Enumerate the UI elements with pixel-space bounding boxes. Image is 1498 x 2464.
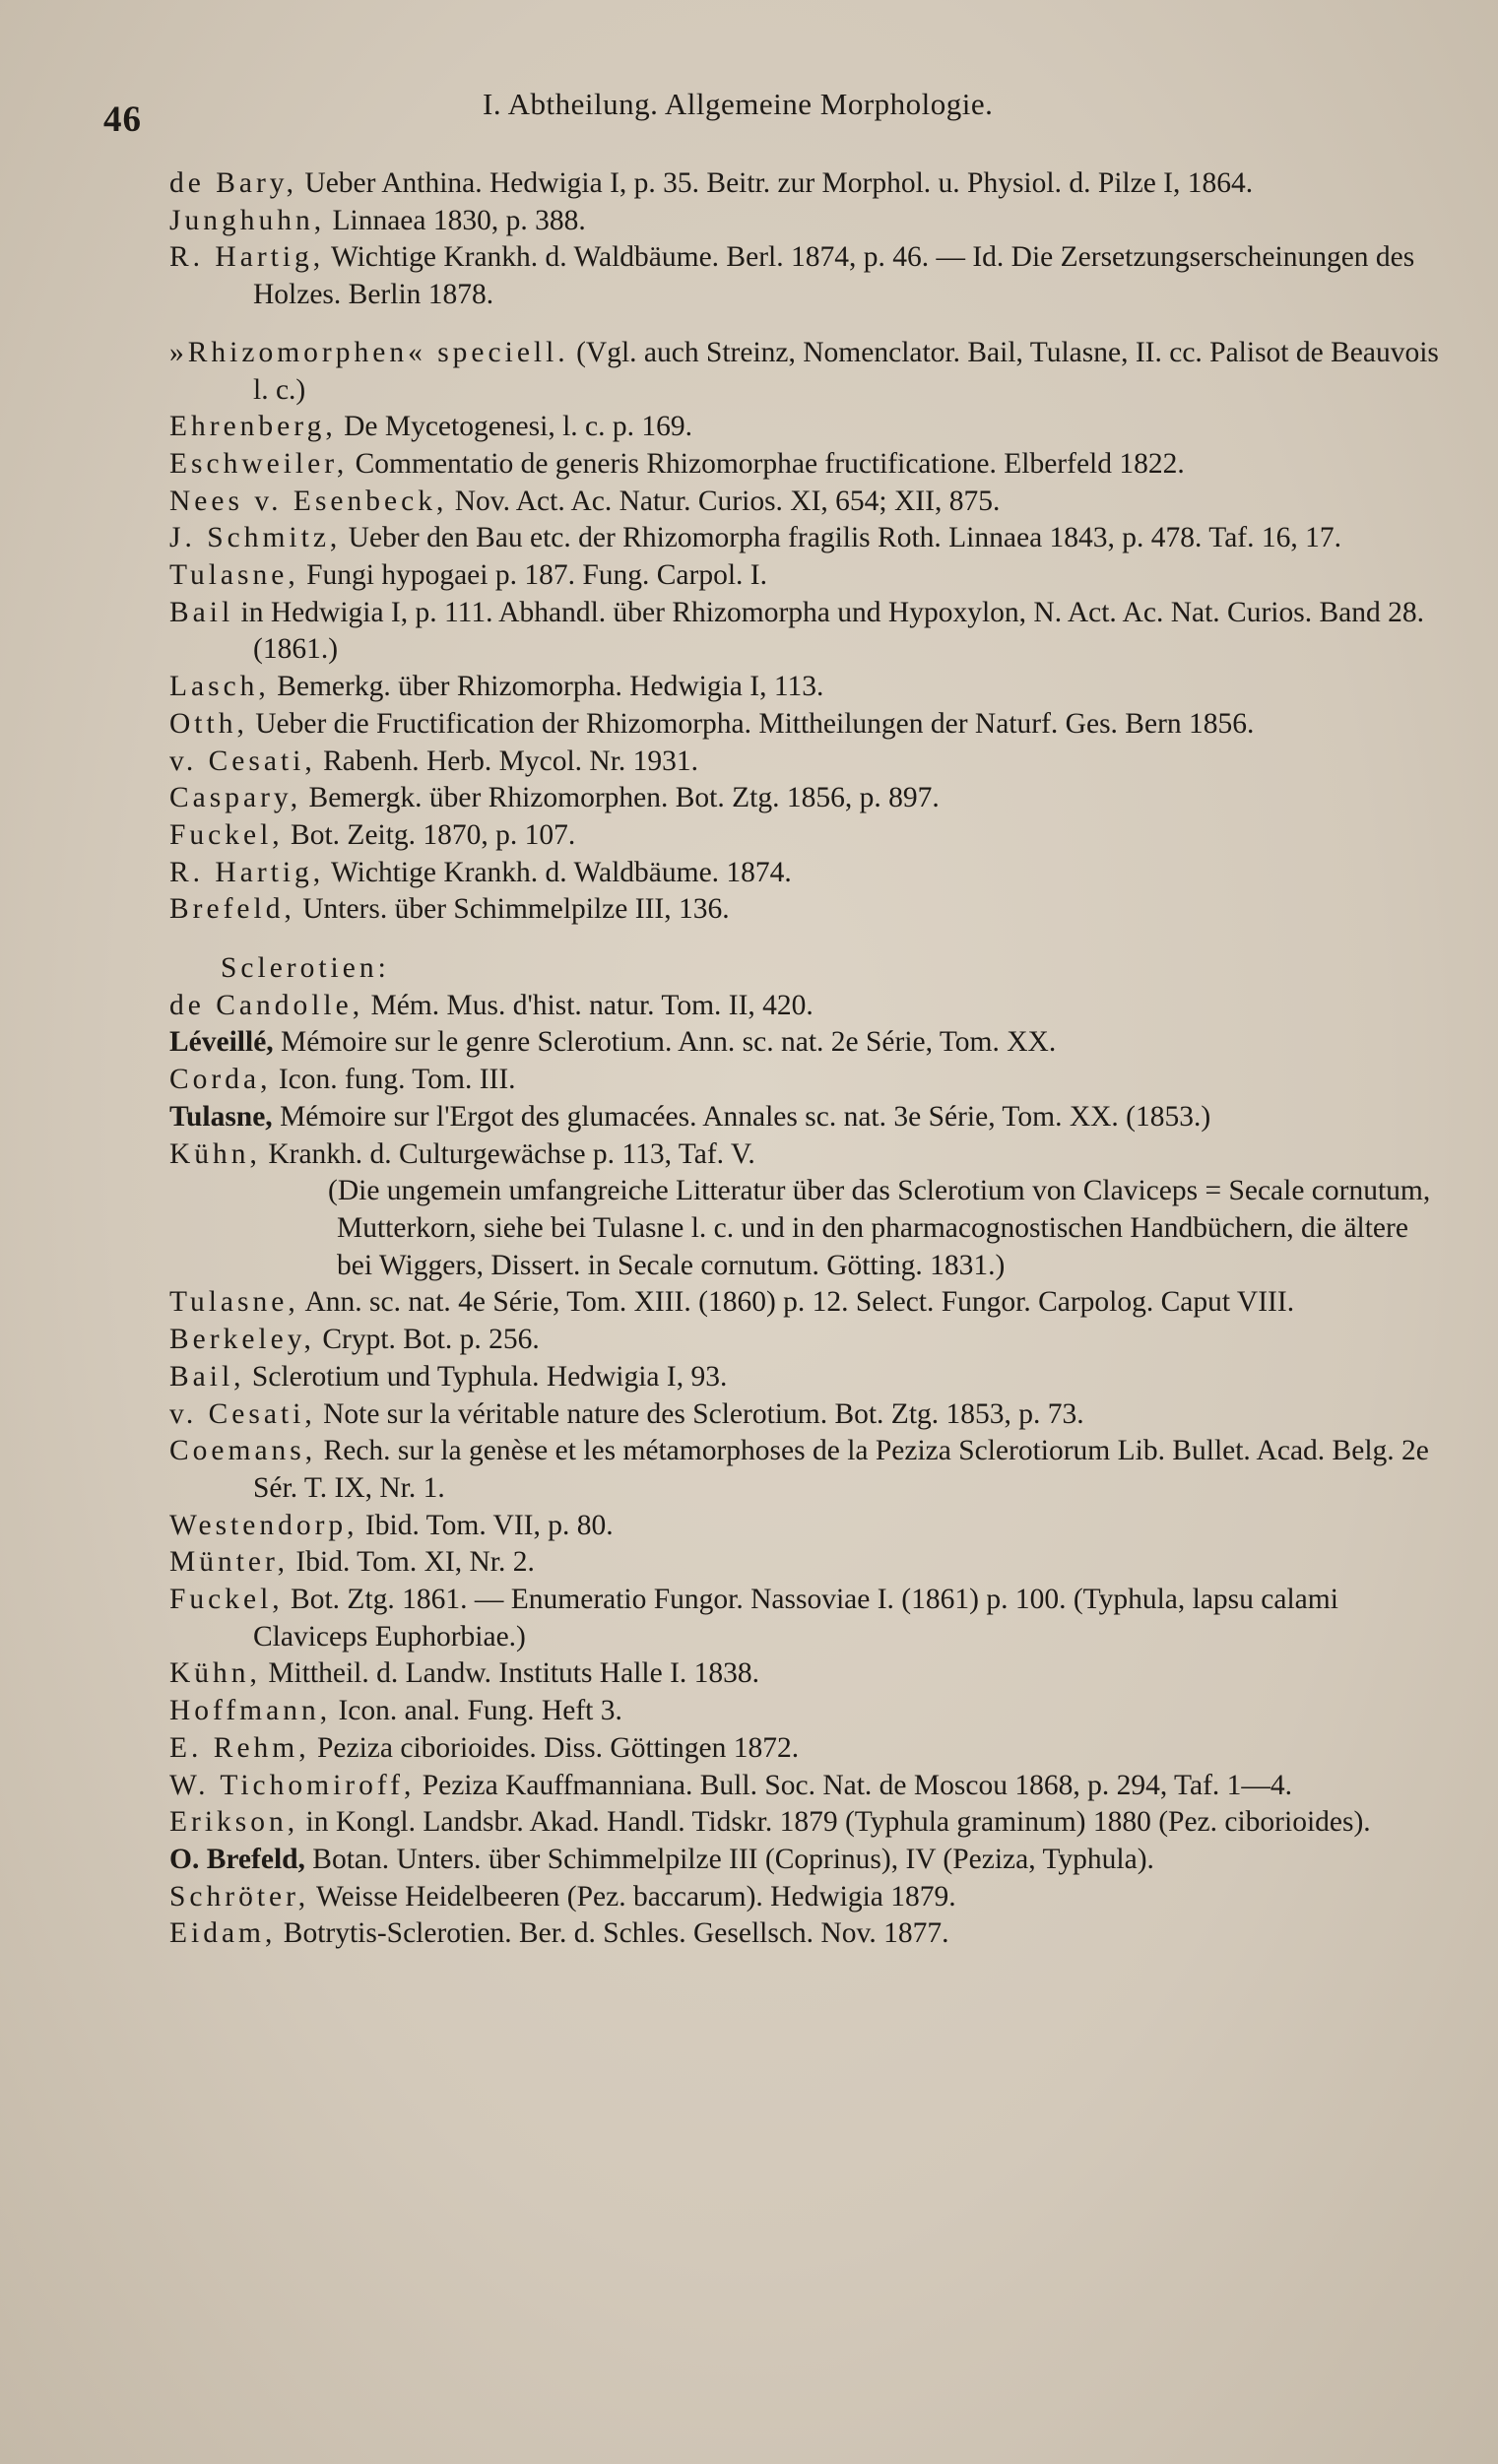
entry-author: de Candolle, [169,989,364,1021]
bibliography [169,165,1450,1953]
entry-text: Wichtige Krankh. d. Waldbäume. 1874. [331,856,792,888]
entry-text: Rabenh. Herb. Mycol. Nr. 1931. [323,745,699,777]
entry-text: Bot. Zeitg. 1870, p. 107. [291,818,576,851]
entry-author: »Rhizomorphen« speciell. [169,336,569,368]
entry-text: Bemergk. über Rhizomorphen. Bot. Ztg. 1856, p. 897. [308,782,940,814]
entry-text: Unters. über Schimmelpilze III, 136. [302,893,730,926]
entry-author: O. Brefeld, [169,1843,305,1875]
entry-text: (Vgl. auch Streinz, Nomenclator. Bail, Tulasne, II. cc. Palisot de Beauvois l. c.) [253,336,1439,406]
running-title: I. Abtheilung. Allgemeine Morphologie. [483,87,994,121]
entry-text: Ann. sc. nat. 4e Série, Tom. XIII. (1860) p. 12. Select. Fungor. Carpolog. Caput VIII. [304,1286,1295,1319]
bib-entry [169,706,1450,744]
entry-author: Otth, [169,707,248,740]
entry-text: Weisse Heidelbeeren (Pez. baccarum). Hedwigia 1879. [315,1880,956,1913]
entry-author: v. Cesati, [169,745,316,777]
entry-author: R. Hartig, [169,856,325,888]
entry-text: Sclerotium und Typhula. Hedwigia I, 93. [251,1360,728,1393]
entry-text: Mittheil. d. Landw. Instituts Halle I. 1838. [268,1657,760,1690]
bib-entry [169,1655,1450,1693]
bib-entry [169,1062,1450,1099]
entry-author: Hoffmann, [169,1695,332,1727]
entry-text: Wichtige Krankh. d. Waldbäume. Berl. 1874, p. 46. — Id. Die Zersetzungserscheinungen des Holzes. Berlin 1878. [253,241,1415,311]
entry-author: W. Tichomiroff, [169,1769,416,1801]
entry-author: Coemans, [169,1435,317,1467]
entry-text: Ueber den Bau etc. der Rhizomorpha fragilis Roth. Linnaea 1843, p. 478. Taf. 16, 17. [348,522,1342,554]
entry-text: Botrytis-Sclerotien. Ber. d. Schles. Gesellsch. Nov. 1877. [283,1917,949,1950]
bib-note [169,1173,1450,1284]
entry-author: Bail, [169,1360,245,1393]
entry-text: Ibid. Tom. VII, p. 80. [364,1509,614,1541]
bib-entry [169,1730,1450,1768]
entry-text: Krankh. d. Culturgewächse p. 113, Taf. V. [268,1137,755,1170]
entry-author: Erikson, [169,1806,299,1839]
entry-author: Tulasne, [169,1286,299,1319]
bib-entry [169,1879,1450,1916]
page-number: 46 [103,99,142,140]
bib-entry [169,669,1450,706]
bib-entry [169,1099,1450,1136]
bib-entry [169,1804,1450,1842]
bib-entry [169,520,1450,557]
entry-author: Corda, [169,1064,272,1096]
entry-author: Westendorp, [169,1509,358,1541]
entry-author: Nees v. Esenbeck, [169,485,448,517]
entry-text: Icon. fung. Tom. III. [278,1064,516,1096]
entry-text: Peziza ciborioides. Diss. Göttingen 1872. [317,1731,800,1764]
entry-text: Ueber Anthina. Hedwigia I, p. 35. Beitr. zur Morphol. u. Physiol. d. Pilze I, 1864. [304,167,1254,199]
bib-entry [169,335,1450,409]
entry-text: Rech. sur la genèse et les métamorphoses de la Peziza Sclerotiorum Lib. Bullet. Acad. Belg. 2e Sér. T. IX, Nr. 1. [253,1435,1429,1504]
entry-author: Bail [169,596,234,628]
entry-text: Commentatio de generis Rhizomorphae fructificatione. Elberfeld 1822. [355,447,1185,480]
entry-author: Léveillé, [169,1026,274,1059]
entry-text: Mém. Mus. d'hist. natur. Tom. II, 420. [370,989,814,1021]
entry-text: Ueber die Fructification der Rhizomorpha. Mittheilungen der Naturf. Ges. Bern 1856. [255,707,1255,740]
entry-author: R. Hartig, [169,241,325,274]
entry-text: in Hedwigia I, p. 111. Abhandl. über Rhizomorpha und Hypoxylon, N. Act. Ac. Nat. Curios. Band 28. (1861.) [240,596,1424,666]
bib-entry [169,557,1450,595]
entry-author: J. Schmitz, [169,522,342,554]
entry-text: Icon. anal. Fung. Heft 3. [338,1695,622,1727]
bib-entry [169,239,1450,313]
bib-entry [169,988,1450,1025]
bib-entry [169,855,1450,892]
bib-entry [169,446,1450,484]
entry-text: Linnaea 1830, p. 388. [332,204,586,236]
bib-entry [169,1693,1450,1730]
entry-author: Fuckel, [169,818,284,851]
entry-text: De Mycetogenesi, l. c. p. 169. [344,411,692,443]
entry-author: Lasch, [169,671,270,703]
entry-author: Münter, [169,1546,290,1579]
bib-entry [169,1024,1450,1062]
entry-text: Mémoire sur le genre Sclerotium. Ann. sc. nat. 2e Série, Tom. XX. [281,1026,1057,1059]
entry-author: Junghuhn, [169,204,326,236]
bib-entry [169,203,1450,240]
bib-entry [169,817,1450,855]
bib-entry [169,484,1450,521]
entry-author: v. Cesati, [169,1397,316,1430]
entry-text: Bot. Ztg. 1861. — Enumeratio Fungor. Nassoviae I. (1861) p. 100. (Typhula, lapsu calami Claviceps Euphorbiae.) [253,1584,1338,1653]
entry-author: de Bary, [169,167,298,199]
entry-text: (Die ungemein umfangreiche Litteratur über das Sclerotium von Claviceps = Secale cornutum, Mutterkorn, siehe bei Tulasne l. c. und in den pharmacognostischen Handbüchern, die ältere bei Wiggers, Dissert. in Secale cornutum. Götting. 1831.) [328,1175,1431,1281]
bib-entry [169,1544,1450,1582]
bib-entry [169,595,1450,669]
entry-author: Brefeld, [169,893,295,926]
entry-text: Fungi hypogaei p. 187. Fung. Carpol. I. [306,559,767,592]
entry-author: Kühn, [169,1657,261,1690]
bib-entry [169,1582,1450,1655]
bib-entry [169,891,1450,929]
entry-text: Ibid. Tom. XI, Nr. 2. [295,1546,535,1579]
entry-text: Crypt. Bot. p. 256. [322,1324,540,1356]
bib-entry [169,1508,1450,1545]
section-heading: Sclerotien: [221,952,390,985]
entry-text: Bemerkg. über Rhizomorpha. Hedwigia I, 113. [277,671,824,703]
bib-entry [169,1842,1450,1879]
entry-text: Botan. Unters. über Schimmelpilze III (Coprinus), IV (Peziza, Typhula). [312,1843,1154,1875]
entry-author: Caspary, [169,782,302,814]
bib-entry [169,1322,1450,1359]
bib-entry [169,1915,1450,1953]
bib-entry [169,409,1450,446]
bib-entry [169,1396,1450,1434]
entry-author: Eschweiler, [169,447,349,480]
entry-text: in Kongl. Landsbr. Akad. Handl. Tidskr. 1879 (Typhula graminum) 1880 (Pez. ciborioides). [305,1806,1371,1839]
entry-author: Eidam, [169,1917,277,1950]
bib-entry [169,1359,1450,1396]
entry-text: Peziza Kauffmanniana. Bull. Soc. Nat. de Moscou 1868, p. 294, Taf. 1—4. [422,1769,1293,1801]
entry-author: Berkeley, [169,1324,315,1356]
bib-entry [169,1433,1450,1507]
bib-entry [169,1136,1450,1174]
bib-entry [169,780,1450,817]
bib-entry [169,1768,1450,1805]
bib-entry [169,1284,1450,1322]
bib-entry [169,744,1450,781]
entry-author: Schröter, [169,1880,310,1913]
entry-author: Ehrenberg, [169,411,337,443]
entry-text: Note sur la véritable nature des Sclerotium. Bot. Ztg. 1853, p. 73. [323,1397,1084,1430]
entry-text: Nov. Act. Ac. Natur. Curios. XI, 654; XII, 875. [454,485,1001,517]
bib-entry [169,165,1450,203]
entry-author: Tulasne, [169,1100,273,1133]
entry-author: Fuckel, [169,1584,284,1616]
entry-author: Tulasne, [169,559,299,592]
entry-author: E. Rehm, [169,1731,310,1764]
entry-author: Kühn, [169,1137,261,1170]
entry-text: Mémoire sur l'Ergot des glumacées. Annales sc. nat. 3e Série, Tom. XX. (1853.) [280,1100,1211,1133]
